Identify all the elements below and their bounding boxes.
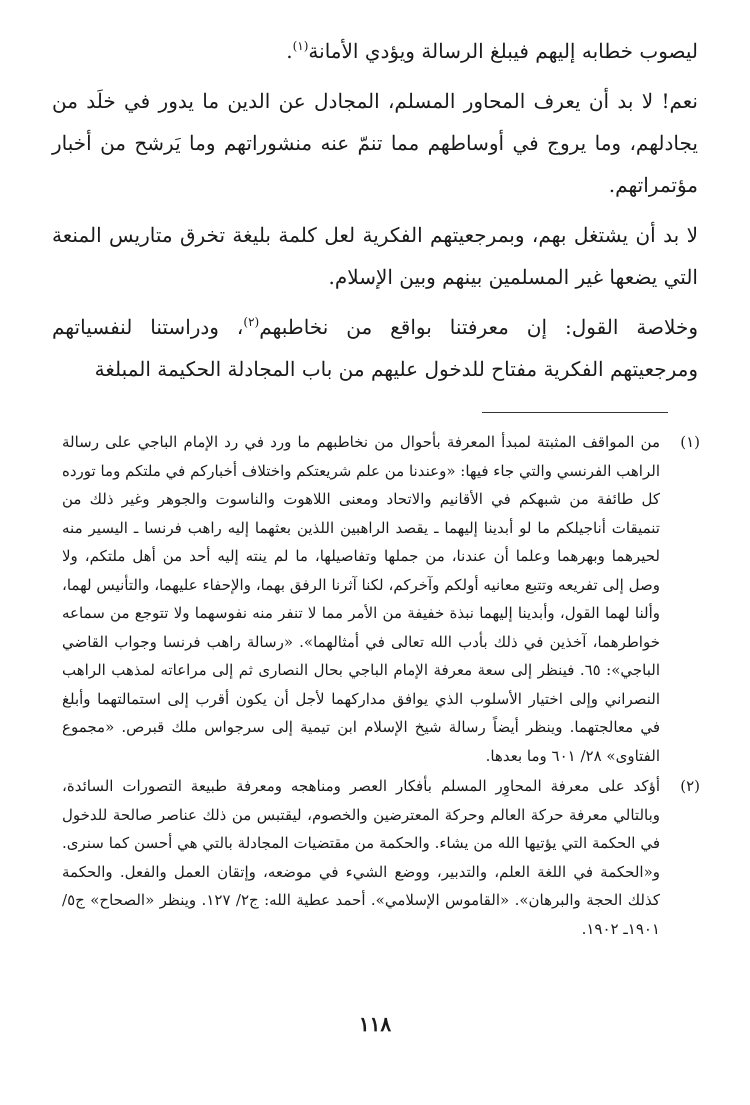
page-number: ١١٨ (358, 1012, 392, 1036)
main-text (52, 30, 698, 398)
footnote-separator (482, 412, 668, 413)
footnote-ref-1[interactable]: (١) (292, 39, 309, 53)
footnote-1 (62, 428, 700, 770)
paragraph-1: ليصوب خطابه إليهم فيبلغ الرسالة ويؤدي الأمانة$^{(١)}$. (286, 39, 698, 63)
paragraph-4: وخلاصة القول: إن معرفتنا بواقع من نخاطبهم$^{(٢)}$، ودراستنا لنفسياتهم ومرجعيتهم الفكرية مفتاح للدخول عليهم من باب المجادلة الحكيمة المبلغة (52, 315, 698, 381)
paragraph-2: نعم! لا بد أن يعرف المحاور المسلم، المجادل عن الدين ما يدور في خلَد من يجادلهم، وما يروج في أوساطهم مما تنمّ عنه منشوراتهم وما يَرشح من أخبار مؤتمراتهم. (52, 89, 699, 197)
footnote-ref-2[interactable]: (٢) (243, 315, 260, 329)
paragraph-3: لا بد أن يشتغل بهم، وبمرجعيتهم الفكرية لعل كلمة بليغة تخرق متاريس المنعة التي يضعها غير المسلمين بينهم وبين الإسلام. (52, 223, 698, 289)
footnote-text: أؤكد على معرفة المحاوِر المسلم بأفكار العصر ومناهجه ومعرفة طبيعة التصورات السائدة، وبالتالي معرفة حركة العالم وحركة المعترضين والخصوم، ليقتبس من ذلك عناصر صالحة للدخول في الحكمة التي يؤتيها الله من يشاء. والحكمة من مقتضيات المجادلة بالتي هي أحسن كما سنرى. و«الحكمة في اللغة العلم، والتدبير، ووضع الشيء في موضعه، وإتقان العمل والفعل. والحكمة كذلك الحجة والبرهان». «القاموس الإسلامي». أحمد عطية الله: ج٢/ ١٢٧. وينظر «الصحاح» ج٥/ ١٩٠١ـ ١٩٠٢. (62, 777, 660, 938)
footnotes (62, 428, 700, 945)
footnote-number: (٢) (680, 777, 700, 795)
footnote-text: من المواقف المثبتة لمبدأ المعرفة بأحوال من نخاطبهم ما ورد في رد الإمام الباجي على رسالة الراهب الفرنسي والتي جاء فيها: «وعندنا من علم شريعتكم واختلاف أخباركم في ملتكم وما تورده كل طائفة من شبهكم في الأقانيم والاتحاد ومعنى اللاهوت والناسوت والجوهر وغير ذلك من تنميقات أناجيلكم ما لو أبدينا إليهما ـ يقصد الراهبين اللذين بعثهما إليه راهب فرنسا ـ اليسير منه لحيرهما وبهرهما وعلما أن عندنا، من جملها وتفاصيلها، ما لم ينته إليه أحد من أهل ملتكم، ولا وصل إلى تفريعه وتتبع معانيه أولكم وآخركم، لكنا آثرنا الرفق بهما، والإحفاء عليهما، والتأنيس لهما، وألنا لهما القول، وأبدينا إليهما نبذة خفيفة من الأمر مما لا تنفر منه نفوسهما ولا تتوجع من سماعه خواطرهما، آخذين في ذلك بأدب الله تعالى في أمثالهما». «رسالة راهب فرنسا وجواب القاضي الباجي»: ٦٥. فينظر إلى سعة معرفة الإمام الباجي بحال النصارى ثم إلى مراعاته لمذهب الراهب النصراني وإلى اختيار الأسلوب الذي يوافق مداركهما لأجل أن يكون أقرب إلى استمالتهما وأبلغ في معالجتهما. وينظر أيضاً رسالة شيخ الإسلام ابن تيمية إلى سرجواس ملك قبرص. «مجموع الفتاوى» ٢٨/ ٦٠١ وما بعدها. (62, 433, 660, 765)
footnote-2 (62, 772, 700, 943)
footnote-number: (١) (680, 433, 700, 451)
